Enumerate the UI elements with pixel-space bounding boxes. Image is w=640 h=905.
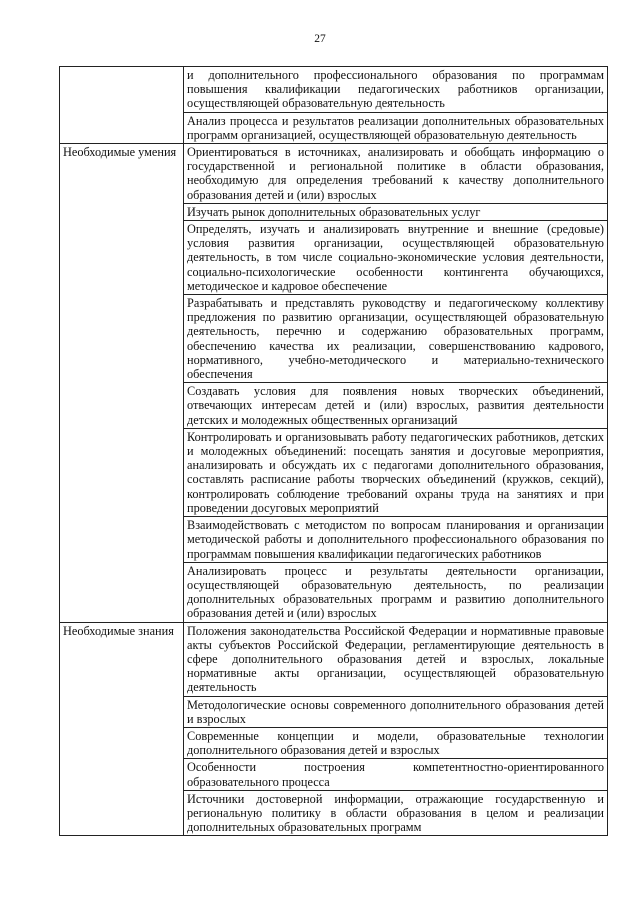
table-row bbox=[60, 67, 608, 113]
requirements-table bbox=[59, 66, 608, 836]
row-label-cell bbox=[60, 67, 184, 144]
row-content: Особенности построения компетентностно-ориентированного образовательного процесса bbox=[184, 759, 608, 790]
row-label-skills: Необходимые умения bbox=[63, 145, 177, 160]
row-content: Методологические основы современного дополнительного образования детей и взрослых bbox=[184, 696, 608, 727]
row-content: Ориентироваться в источниках, анализировать и обобщать информацию о государственной и региональной политике в области образования, необходимую для определения требований к качеству дополнительного образования детей и (или) взрослых bbox=[184, 144, 608, 204]
row-content: Создавать условия для появления новых творческих объединений, отвечающих интересам детей и (или) взрослых, развития деятельности детских и молодежных общественных организаций bbox=[184, 383, 608, 429]
row-content: Определять, изучать и анализировать внутренние и внешние (средовые) условия развития организации, осуществляющей образовательную деятельность, в том числе социально-экономические условия деятельности, социально-психологические особенности контингента обучающихся, методическое и кадровое обеспечение bbox=[184, 221, 608, 295]
row-content: Анализ процесса и результатов реализации дополнительных образовательных программ организацией, осуществляющей образовательную деятельность bbox=[184, 112, 608, 143]
row-content: Взаимодействовать с методистом по вопросам планирования и организации методической работы и дополнительного профессионального образования по программам повышения квалификации педагогических работников bbox=[184, 517, 608, 563]
row-content: Изучать рынок дополнительных образовательных услуг bbox=[184, 203, 608, 220]
row-label-cell-skills bbox=[60, 144, 184, 623]
table-row bbox=[60, 622, 608, 696]
row-content: Современные концепции и модели, образовательные технологии дополнительного образования детей и взрослых bbox=[184, 727, 608, 758]
row-content: Анализировать процесс и результаты деятельности организации, осуществляющей образовательную деятельность, по реализации дополнительных образовательных программ и развитию дополнительного образования детей и (или) взрослых bbox=[184, 562, 608, 622]
row-content: Контролировать и организовывать работу педагогических работников, детских и молодежных объединений: посещать занятия и досуговые мероприятия, анализировать и обсуждать их с педагогами дополнительного образования, составлять расписание работы творческих объединений (кружков, секций), контролировать соблюдение требований охраны труда на занятиях и при проведении досуговых мероприятий bbox=[184, 428, 608, 516]
page-number: 27 bbox=[314, 33, 326, 45]
row-content: Разрабатывать и представлять руководству и педагогическому коллективу предложения по развитию организации, осуществляющей образовательную деятельность, перечню и содержанию образовательных программ, обеспечению качества их реализации, совершенствованию кадрового, нормативного, учебно-методического и материально-технического обеспечения bbox=[184, 295, 608, 383]
row-content: и дополнительного профессионального образования по программам повышения квалификации педагогических работников организации, осуществляющей образовательную деятельность bbox=[184, 67, 608, 113]
row-content: Источники достоверной информации, отражающие государственную и региональную политику в области образования в целом и реализации дополнительных образовательных программ bbox=[184, 790, 608, 836]
row-content: Положения законодательства Российской Федерации и нормативные правовые акты субъектов Российской Федерации, регламентирующие деятельность в сфере дополнительного образования детей и взрослых, локальные нормативные акты организации, осуществляющей образовательную деятельность bbox=[184, 622, 608, 696]
table-row bbox=[60, 144, 608, 204]
row-label-knowledge: Необходимые знания bbox=[63, 623, 174, 638]
row-label-cell-knowledge bbox=[60, 622, 184, 836]
